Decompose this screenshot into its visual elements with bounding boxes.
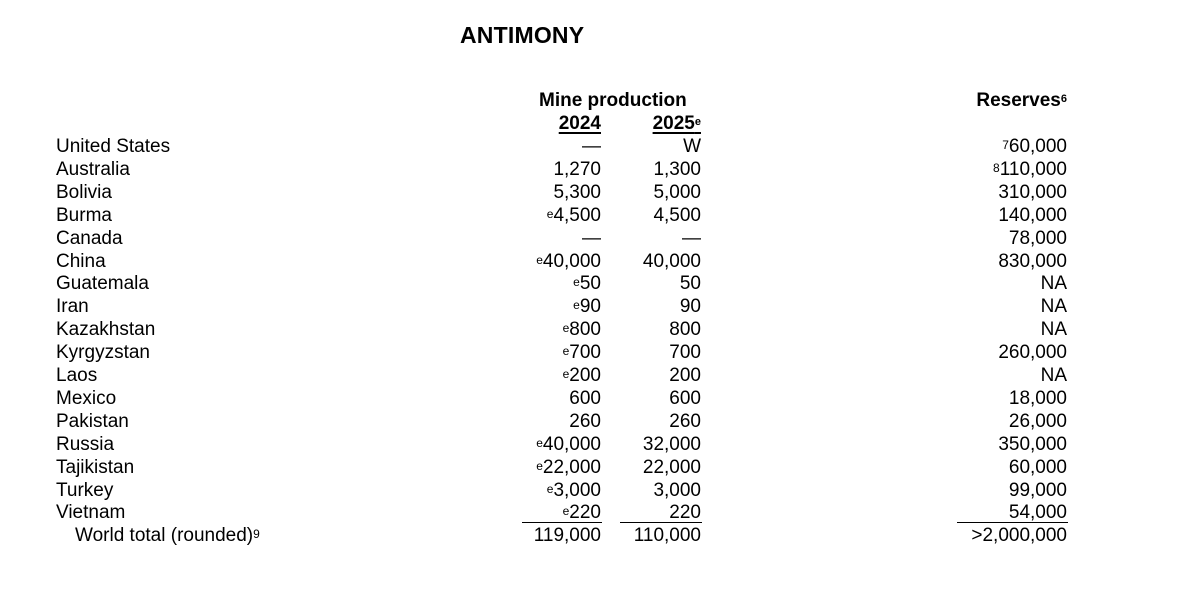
table-row [0,227,1187,250]
reserves-cell [900,204,1067,227]
world-total-footnote: 9 [253,527,260,542]
reserves-cell [900,387,1067,410]
country-name: Turkey [56,479,114,501]
production-2025-value: 90 [679,296,701,318]
production-2024-cell [500,204,601,227]
table-row [0,410,1187,433]
year-2025-label: 2025 [652,113,695,134]
country-name: Laos [56,365,98,386]
table-row [0,341,1187,364]
production-2025-value: 50 [679,273,701,295]
reserves-value: 350,000 [998,433,1067,455]
total-2025-value: 110,000 [633,525,701,547]
production-2024-cell [500,250,601,273]
country-name: Australia [56,158,130,180]
production-2024-value: 3,000 [553,479,601,501]
production-2025-value: 800 [669,319,701,341]
production-2024-value: — [582,227,601,249]
estimate-marker: e [546,206,554,221]
reserves-cell [900,341,1067,364]
estimate-marker: e [536,435,543,450]
production-2025-value: 3,000 [653,479,701,501]
reserves-value: 140,000 [998,204,1067,226]
production-2024-cell [500,456,601,479]
estimate-marker: e [536,252,543,267]
reserves-value: 260,000 [998,342,1067,364]
production-2024-value: 4,500 [553,204,601,226]
total-rule-2024 [522,522,602,523]
reserves-cell [900,158,1067,181]
table-row [0,456,1187,479]
production-2025-value: 4,500 [653,204,701,226]
country-name: Kyrgyzstan [56,342,150,364]
production-2024-value: 5,300 [553,181,601,203]
estimate-marker: e [573,298,580,313]
production-2025-value: 32,000 [642,433,701,455]
reserves-cell [900,501,1067,524]
reserves-cell [900,250,1067,273]
table-row [0,181,1187,204]
reserves-value: 78,000 [1008,227,1067,249]
production-2024-cell [500,501,601,524]
reserves-value: 60,000 [1008,136,1067,157]
reserves-value: 60,000 [1008,456,1067,478]
production-2024-value: 220 [569,502,601,524]
reserves-label: Reserves [976,90,1061,111]
reserves-value: NA [1040,296,1067,318]
table-row [0,272,1187,295]
estimate-marker: e [536,458,543,473]
production-2024-cell [500,341,601,364]
table-row [0,318,1187,341]
production-2025-value: 220 [669,502,701,524]
production-2024-cell [500,272,601,295]
production-2024-cell [500,181,601,204]
production-2024-value: — [582,136,601,157]
production-2024-value: 800 [569,319,601,341]
reserves-cell [900,135,1067,158]
production-2025-value: 22,000 [642,456,701,478]
country-name: Tajikistan [56,456,135,478]
production-2024-value: 700 [569,342,601,364]
table-row [0,135,1187,158]
estimate-marker: e [562,504,570,519]
table-row [0,364,1187,387]
production-2024-value: 260 [569,410,601,432]
production-2024-value: 40,000 [542,433,601,455]
production-2024-value: 1,270 [553,158,601,180]
country-name: Russia [56,433,115,455]
production-2024-value: 22,000 [542,456,601,478]
reserves-value: 310,000 [998,181,1067,203]
reserves-value: 830,000 [998,250,1067,272]
table-row [0,295,1187,318]
reserves-cell [900,272,1067,295]
estimate-marker: e [562,321,570,336]
estimate-marker: e [562,344,570,359]
country-name: Guatemala [56,273,149,295]
country-name: China [56,250,106,272]
total-rule-reserves [957,522,1068,523]
production-2024-cell [500,433,601,456]
country-name: Iran [56,296,89,318]
production-2025-value: 5,000 [653,181,701,203]
total-reserves-value: >2,000,000 [971,525,1067,547]
country-name: Mexico [56,387,117,409]
country-name: Bolivia [56,181,112,203]
reserves-value: 99,000 [1008,479,1067,501]
reserves-value: 110,000 [999,158,1067,180]
production-2024-cell [500,135,601,158]
production-2024-cell [500,410,601,433]
reserves-value: 54,000 [1008,502,1067,524]
estimate-marker: e [546,481,554,496]
table-row [0,387,1187,410]
production-2025-value: 1,300 [653,158,701,180]
reserves-cell [900,227,1067,250]
reserves-value: NA [1040,319,1067,341]
reserves-note-marker: 8 [993,160,1000,175]
reserves-value: 26,000 [1008,410,1067,432]
reserves-cell [900,318,1067,341]
estimate-marker: e [573,275,580,290]
production-2024-cell [500,158,601,181]
reserves-value: NA [1040,273,1067,295]
page-title: ANTIMONY [460,22,585,48]
world-total-label [75,524,260,547]
country-name: Vietnam [56,502,126,524]
world-total-text: World total (rounded) [75,525,254,547]
table-row [0,479,1187,502]
year-2024-header: 2024 [558,113,601,134]
production-2024-value: 50 [579,273,601,295]
production-2024-cell [500,364,601,387]
production-2025-value: 200 [669,365,701,386]
reserves-footnote: 6 [1060,93,1067,105]
production-2025-value: — [682,227,701,249]
production-2024-value: 90 [579,296,601,318]
reserves-header [940,90,1067,112]
production-2025-value: 700 [669,342,701,364]
country-name: Burma [56,204,112,226]
country-name: Canada [56,227,123,249]
production-2024-cell [500,227,601,250]
reserves-cell [900,181,1067,204]
table-row [0,158,1187,181]
country-name: United States [56,136,171,157]
production-2025-value: 260 [669,410,701,432]
production-2024-value: 200 [569,365,601,386]
reserves-cell [900,479,1067,502]
production-2025-value: 40,000 [642,250,701,272]
table-row [0,250,1187,273]
reserves-cell [900,433,1067,456]
table-row [0,501,1187,524]
estimate-marker: e [562,367,570,381]
country-name: Kazakhstan [56,319,156,341]
table-row [0,204,1187,227]
production-2024-cell [500,318,601,341]
reserves-cell [900,410,1067,433]
reserves-value: 18,000 [1008,387,1067,409]
mine-production-header: Mine production [539,90,687,111]
table-row [0,433,1187,456]
total-rule-2025 [620,522,702,523]
estimate-footnote: e [694,116,701,128]
reserves-cell [900,364,1067,387]
production-2025-value: 600 [669,387,701,409]
total-2024-value: 119,000 [533,525,601,547]
country-name: Pakistan [56,410,129,432]
production-2024-cell [500,387,601,410]
reserves-cell [900,295,1067,318]
production-2024-cell [500,479,601,502]
year-2025-header [620,113,701,135]
world-total-row [0,524,1187,547]
production-2024-cell [500,295,601,318]
production-2025-value: W [683,136,701,157]
reserves-cell [900,456,1067,479]
production-2024-value: 40,000 [542,250,601,272]
production-2024-value: 600 [569,387,601,409]
reserves-value: NA [1040,365,1067,386]
reserves-note-marker: 7 [1002,138,1009,152]
